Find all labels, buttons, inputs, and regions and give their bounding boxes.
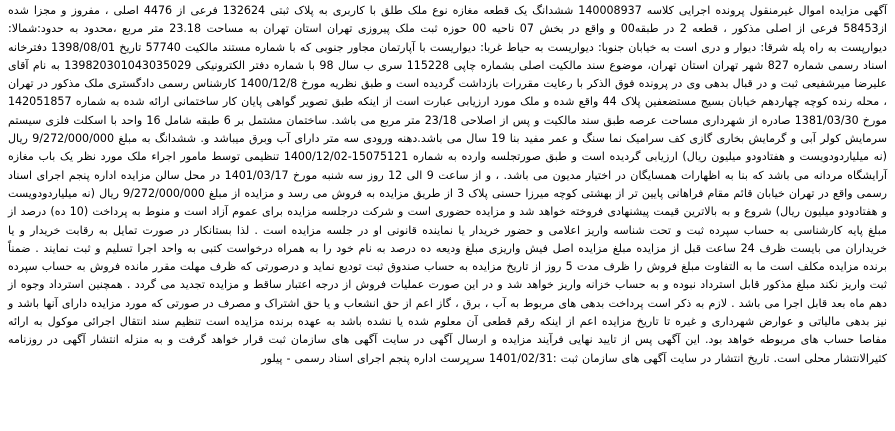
auction-notice-text: آگهی مزایده اموال غیرمنقول پرونده اجرایی کلاسه 140008937 ششدانگ یک قطعه مغازه نوع ملک طلق با کاربری به پلاک ثبتی 132624 فرعی از 4476 اصلی ، مفروز و مجزا شده از58453 فرعی از اصلی مذکور ، قطعه 2 در طبقه00 و واقع در بخش 07 ناحیه 00 حوزه ثبت ملک پیروزی تهران استان تهران به مساحت 23.18 متر مربع ،محدود به حدود:شمالا: دیوارپست به راه پله شرقا: دیوار و دری است به خیابان جنوبا: دیواریست به حیاط غربا: دیواریست با آپارتمان مجاور جنوبی که با شماره مستند مالکیت 57740 تاریخ 1398/08/01 دفترخانه اسناد رسمی شماره 827 شهر تهران استان تهران، موضوع سند مالکیت اصلی بشماره چاپی 115228 سری ب سال 98 با شماره دفتر الکترونیکی 139820301043035029 به نام آقای علیرضا میرشفیعی ثبت و در قبال بدهی وی در پرونده فوق الذکر با رعایت مقررات بازداشت گردیده است و طبق نظریه مورخ 1400/12/8 کارشناس رسمی دادگستری ملک مذکور در تهران ، محله رنده کوچه چهاردهم خیابان بسیج مستضعفین پلاک 44 واقع شده و ملک مورد ارزیابی عبارت است از اینکه طبق تصویر گواهی پایان کار ساختمانی ارائه شده به شماره 142051857 مورخ 1381/03/30 صادره از شهرداری مساحت عرصه طبق سند مالکیت و پس از اصلاحی 23/18 متر مربع می باشد. ساختمان مشتمل بر 6 طبقه شامل 16 واحد با اسکلت فلزی سیستم سرمایش کولر آبی و گرمایش بخاری گازی کف سرامیک نما سنگ و عمر مفید بنا 19 سال می باشد.دهنه ورودی سه متر دارای آب وبرق میباشد و. ششدانگ به مبلغ 9/272/000/000 ریال (نه میلیاردودویست و هفتادودو میلیون ریال) ارزیابی گردیده است و طبق صورتجلسه وارده به شماره 15075121-1400/12/02 تنظیمی توسط مامور اجراء ملک مورد نظر یک باب مغازه آرایشگاه مردانه می باشد که بنا به اظهارات همسایگان در اختیار مدیون می باشد. ، و از ساعت 9 الی 12 روز سه شنبه مورخ 1401/03/17 در محل سالن مزایده اداره پنجم اجرای اسناد رسمی واقع در تهران خیابان قائم مقام فراهانی پایین تر از بهشتی کوچه میرزا حسنی پلاک 3 از طریق مزایده به فروش می رسد و مزایده از مبلغ 9/272/000/000 ریال (نه میلیاردودویست و هفتادودو میلیون ریال) شروع و به بالاترین قیمت پیشنهادی فروخته خواهد شد و مزایده حضوری است و شرکت درجلسه مزایده برای عموم آزاد است و منوط به پرداخت (10 ده) درصد از مبلغ پایه کارشناسی به حساب سپرده ثبت و تحت شناسه واریز اعلامی و حضور خریدار یا نماینده قانونی او در جلسه مزایده است . لذا بستانکار در صورت تمایل به رقابت خریدار و یا خریداران می بایست ظرف 24 ساعت قبل از مزایده مبلغ مزایده اصل فیش واریزی مبلغ ودیعه ده درصد به نام خود را به همراه درخواست کتبی به واحد اجرا تسلیم و ثبت نمایند . ضمناً برنده مزایده مکلف است ما به التفاوت مبلغ فروش را ظرف مدت 5 روز از تاریخ مزایده به حساب صندوق ثبت تودیع نماید و درصورتی که ظرف مهلت مقرر مانده فروش به حساب سپرده ثبت واریز نکند مبلغ مذکور قابل استرداد نبوده و به حساب خزانه واریز خواهد شد و در این صورت عملیات فروش از درجه اعتبار ساقط و مزایده تجدید می گردد . همچنین استرداد وجوه از دهم ماه بعد قابل اجرا می باشد . لازم به ذکر است پرداخت بدهی های مربوط به آب ، برق ، گاز اعم از حق انشعاب و یا حق اشتراک و مصرف در صورتی که مورد مزایده دارای آنها باشد و نیز بدهی مالیاتی و عوارض شهرداری و غیره تا تاریخ مزایده اعم از اینکه رقم قطعی آن معلوم شده یا نشده باشد به عهده برنده مزایده است تنظیم سند انتقال اجرائی موکول به ارائه مفاصا حساب های مربوطه خواهد بود. این آگهی پس از تایید نهایی فرآیند مزایده و ارسال آگهی در سایت آگهی های سازمان ثبت قرار خواهد گرفت و به منزله انتشار آگهی در روزنامه کثیرالانتشار محلی است. تاریخ انتشار در سایت آگهی های سازمان ثبت :1401/02/31 سرپرست اداره پنجم اجرای اسناد رسمی - پیلور	[8, 4, 888, 365]
